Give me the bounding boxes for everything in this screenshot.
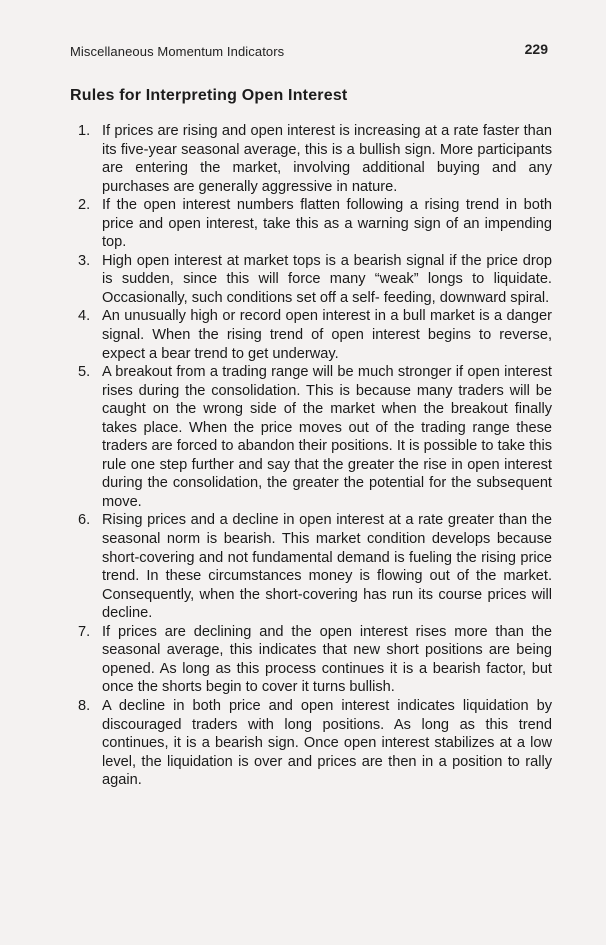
rule-number: 6. xyxy=(78,512,91,529)
rule-item xyxy=(78,307,552,363)
rule-text: If prices are declining and the open interest rises more than the seasonal average, this indicates that new short positions are being opened. As long as this process continues it is a bearish factor, but once the shorts begin to cover it turns bullish. xyxy=(102,623,552,696)
rule-number: 4. xyxy=(78,308,91,325)
rule-item xyxy=(78,122,552,196)
rule-text: If the open interest numbers flatten following a rising trend in both price and open interest, take this as a warning sign of an impending top. xyxy=(102,197,552,251)
rule-text: If prices are rising and open interest is increasing at a rate faster than its five-year seasonal average, this is a bullish sign. More participants are entering the market, involving additional buying and any purchases are generally aggressive in nature. xyxy=(102,123,552,195)
rule-number: 2. xyxy=(78,197,91,214)
rule-text: Rising prices and a decline in open interest at a rate greater than the seasonal norm is bearish. This market condition develops because short-covering and not fundamental demand is fueling the rising price trend. In these circumstances money is flowing out of the market. Consequently, when the short-covering has run its course prices will decline. xyxy=(102,512,552,622)
rule-text: High open interest at market tops is a bearish signal if the price drop is sudden, since this will force many “weak” longs to liquidate. Occasionally, such conditions set off a self- feeding, downward spiral. xyxy=(102,252,552,306)
rule-item xyxy=(78,697,552,790)
rules-list xyxy=(78,122,552,790)
rule-item xyxy=(78,363,552,511)
section-heading: Rules for Interpreting Open Interest xyxy=(70,87,348,104)
rule-item xyxy=(78,196,552,252)
rule-item xyxy=(78,511,552,622)
rule-number: 3. xyxy=(78,252,91,269)
rule-text: An unusually high or record open interest in a bull market is a danger signal. When the rising trend of open interest begins to reverse, expect a bear trend to get underway. xyxy=(102,308,552,362)
running-header-title: Miscellaneous Momentum Indicators xyxy=(70,44,285,59)
rule-number: 5. xyxy=(78,364,91,381)
rule-item xyxy=(78,623,552,697)
rule-text: A decline in both price and open interest indicates liquidation by discouraged traders with long positions. As long as this trend continues, it is a bearish sign. Once open interest stabilizes at a low level, the liquidation is over and prices are then in a position to rally again. xyxy=(102,697,552,789)
rule-text: A breakout from a trading range will be much stronger if open interest rises during the consolidation. This is because many traders will be caught on the wrong side of the market when the breakout finally takes place. When the price moves out of the trading range these traders are forced to abandon their positions. It is possible to take this rule one step further and say that the greater the rise in open interest during the consolidation, the greater the potential for the subsequent move. xyxy=(102,364,552,510)
rule-number: 7. xyxy=(78,623,91,640)
rule-number: 8. xyxy=(78,697,91,714)
page-number: 229 xyxy=(524,41,548,57)
rule-number: 1. xyxy=(78,123,91,139)
rule-item xyxy=(78,252,552,308)
